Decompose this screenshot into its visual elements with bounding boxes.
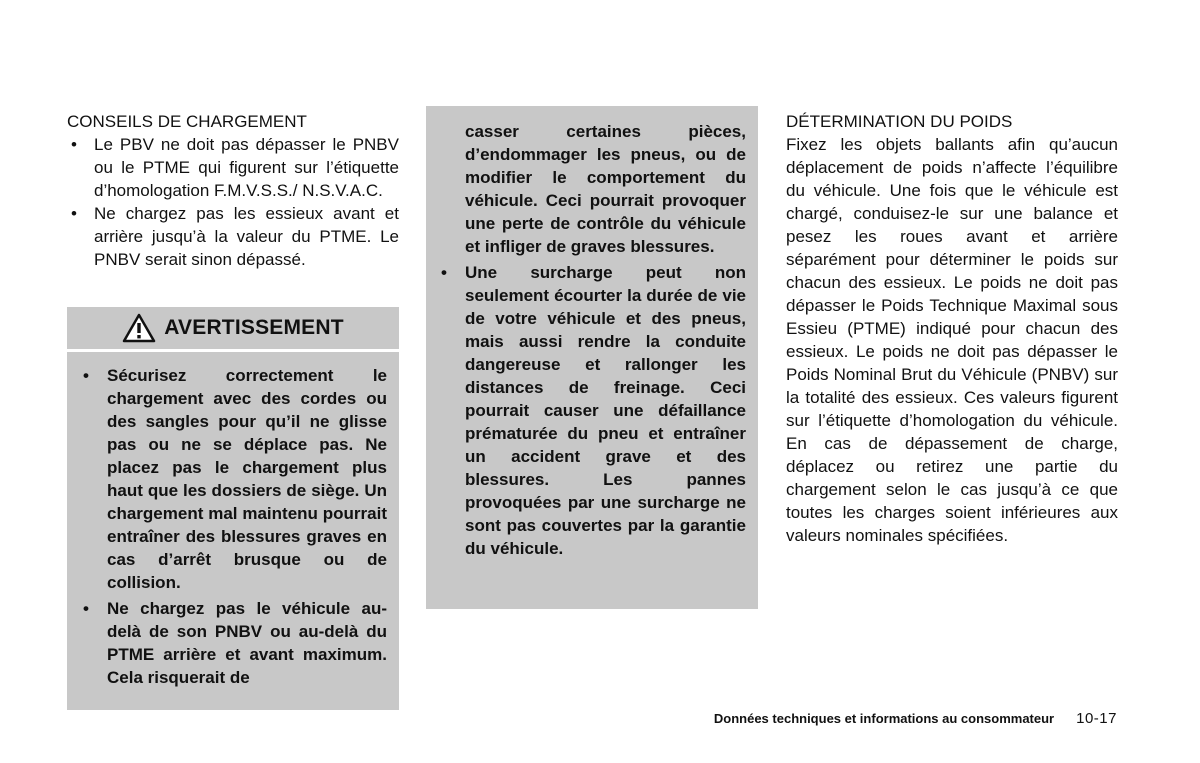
section-heading-loading-tips: CONSEILS DE CHARGEMENT [67, 112, 307, 131]
loading-tips-list [67, 133, 399, 271]
warning-item-text: Une surcharge peut non seulement écourter la durée de vie de votre véhicule et des pneus, mais aussi rendre la conduite dangereuse et rallonger les distances de freinage. Ceci pourrait causer une défaillance prématurée du pneu et entraîner un accident grave et des blessures. Les pannes provoquées par une surcharge ne sont pas couvertes par la garantie du véhicule. [465, 263, 746, 558]
warning-item-text: casser certaines pièces, d’endommager les pneus, ou de modifier le comportement du véhicule. Ceci pourrait provoquer une perte de contrôle du véhicule et infliger de graves blessures. [465, 122, 746, 256]
left-column [67, 110, 399, 271]
list-item-text: Le PBV ne doit pas dépasser le PNBV ou le PTME qui figurent sur l’étiquette d’homologation F.M.V.S.S./ N.S.V.A.C. [94, 135, 399, 200]
warning-item-continuation [438, 120, 746, 258]
list-item [67, 133, 399, 202]
warning-item [80, 597, 387, 689]
page-number: 10-17 [1076, 710, 1117, 727]
footer-section-title: Données techniques et informations au consommateur [713, 711, 1055, 726]
warning-title-bar [67, 307, 399, 349]
warning-list-middle [438, 120, 746, 560]
warning-box-middle [426, 106, 758, 609]
right-column [786, 110, 1118, 547]
bullet-icon: • [441, 263, 447, 282]
bullet-icon: • [71, 135, 77, 154]
warning-triangle-icon [122, 313, 156, 343]
warning-item-text: Ne chargez pas le véhicule au-delà de son PNBV ou au-delà du PTME arrière et avant maximum. Cela risquerait de [107, 599, 387, 687]
warning-item-text: Sécurisez correctement le chargement avec des cordes ou des sangles pour qu’il ne glisse pas ou ne se déplace pas. Ne placez pas le chargement plus haut que les dossiers de siège. Un chargement mal maintenu pourrait entraîner des blessures graves en cas d’arrêt brusque ou de collision. [107, 366, 387, 592]
warning-item [438, 261, 746, 560]
page-footer [714, 708, 1117, 730]
warning-list-left [80, 364, 387, 689]
warning-title: AVERTISSEMENT [164, 316, 344, 339]
list-item-text: Ne chargez pas les essieux avant et arrière jusqu’à la valeur du PTME. Le PNBV serait sinon dépassé. [94, 204, 399, 269]
weight-paragraph: Fixez les objets ballants afin qu’aucun déplacement de poids n’affecte l’équilibre du véhicule. Une fois que le véhicule est chargé, conduisez-le sur une balance et pesez les roues avant et arrière séparément pour déterminer le poids sur chacun des essieux. Le poids ne doit pas dépasser le Poids Technique Maximal sous Essieu (PTME) indiqué pour chacun des essieux. Le poids ne doit pas dépasser le Poids Nominal Brut du Véhicule (PNBV) sur la totalité des essieux. Ces valeurs figurent sur l’étiquette d’homologation du véhicule. En cas de dépassement de charge, déplacez ou retirez une partie du chargement selon le cas jusqu’à ce que toutes les charges soient inférieures aux valeurs nominales spécifiées. [786, 135, 1118, 545]
warning-item [80, 364, 387, 594]
bullet-icon: • [83, 366, 89, 385]
section-heading-weight: DÉTERMINATION DU POIDS [786, 112, 1013, 131]
warning-box-left [67, 352, 399, 710]
list-item [67, 202, 399, 271]
bullet-icon: • [71, 204, 77, 223]
bullet-icon: • [83, 599, 89, 618]
